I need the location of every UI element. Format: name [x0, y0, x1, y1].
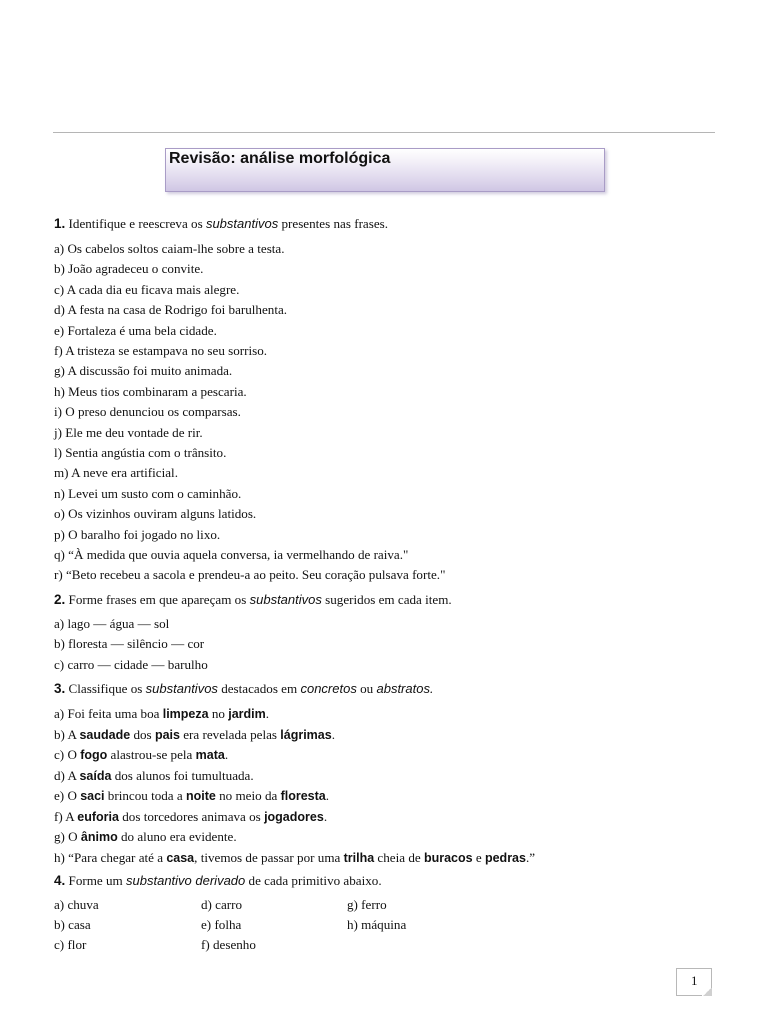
highlighted-noun: jardim — [228, 707, 266, 721]
list-item: l) Sentia angústia com o trânsito. — [54, 445, 227, 460]
list-item: m) A neve era artificial. — [54, 465, 178, 481]
word-cell: f) desenho — [201, 937, 256, 952]
list-item: r) “Beto recebeu a sacola e prendeu-a ao peito. Seu coração pulsava forte." — [54, 567, 446, 583]
list-item: a) lago — água — sol — [54, 616, 170, 631]
highlighted-noun: limpeza — [162, 707, 209, 721]
list-item: n) Levei um susto com o caminhão. — [54, 485, 242, 501]
highlighted-noun: fogo — [80, 748, 108, 762]
question-number: 4. — [54, 873, 66, 888]
list-item: q) “À medida que ouvia aquela conversa, ia vermelhando de raiva." — [54, 547, 409, 562]
list-item: b) floresta — silêncio — cor — [54, 636, 205, 652]
list-item: i) O preso denunciou os comparsas. — [54, 404, 241, 420]
highlighted-noun: saudade — [79, 727, 131, 742]
list-item: f) A tristeza se estampava no seu sorriso. — [54, 343, 268, 358]
highlighted-noun: saída — [79, 768, 112, 783]
list-item: c) A cada dia eu ficava mais alegre. — [54, 281, 240, 297]
highlighted-noun: ânimo — [80, 830, 118, 844]
title-box — [165, 148, 605, 192]
list-item: e) Fortaleza é uma bela cidade. — [54, 322, 217, 338]
list-item: c) O fogo alastrou-se pela mata. — [54, 747, 229, 762]
highlighted-noun: casa — [166, 850, 195, 865]
highlighted-noun: mata — [195, 748, 225, 762]
question-number: 1. — [54, 216, 66, 231]
word-cell: g) ferro — [347, 897, 387, 912]
word-cell: c) flor — [54, 937, 87, 952]
highlighted-noun: saci — [80, 789, 105, 803]
highlighted-noun: noite — [185, 789, 216, 803]
list-item: b) A saudade dos pais era revelada pelas lágrimas. — [54, 726, 335, 742]
question-number: 2. — [54, 592, 66, 607]
highlighted-noun: floresta — [280, 789, 326, 803]
word-cell: b) casa — [54, 917, 91, 932]
question-4-heading: 4. Forme um substantivo derivado de cada primitivo abaixo. — [54, 873, 382, 888]
list-item: p) O baralho foi jogado no lixo. — [54, 526, 221, 542]
highlighted-noun: buracos — [423, 850, 473, 865]
word-cell: e) folha — [201, 917, 242, 932]
question-1-heading: 1. Identifique e reescreva os substantivos presentes nas frases. — [54, 216, 389, 231]
highlighted-noun: pedras — [484, 850, 526, 865]
page-number-box — [676, 968, 712, 996]
list-item: a) Foi feita uma boa limpeza no jardim. — [54, 706, 270, 721]
top-rule — [53, 132, 715, 133]
highlighted-noun: euforia — [77, 809, 119, 824]
list-item: c) carro — cidade — barulho — [54, 656, 208, 672]
list-item: g) O ânimo do aluno era evidente. — [54, 829, 237, 844]
page-title: Revisão: análise morfológica — [169, 150, 391, 167]
highlighted-noun: jogadores — [264, 809, 324, 824]
list-item: e) O saci brincou toda a noite no meio da floresta. — [54, 788, 330, 803]
list-item: h) “Para chegar até a casa, tivemos de passar por uma trilha cheia de buracos e pedras.” — [54, 849, 536, 865]
question-3-heading: 3. Classifique os substantivos destacados em concretos ou abstratos. — [54, 681, 434, 696]
list-item: g) A discussão foi muito animada. — [54, 363, 233, 379]
list-item: j) Ele me deu vontade de rir. — [54, 424, 203, 440]
list-item: h) Meus tios combinaram a pescaria. — [54, 383, 247, 399]
list-item: f) A euforia dos torcedores animava os jogadores. — [54, 808, 328, 824]
question-number: 3. — [54, 681, 66, 696]
highlighted-noun: pais — [154, 727, 180, 742]
word-cell: a) chuva — [54, 897, 99, 912]
highlighted-noun: lágrimas — [280, 727, 332, 742]
word-cell: h) máquina — [347, 917, 407, 932]
highlighted-noun: trilha — [343, 850, 375, 865]
list-item: b) João agradeceu o convite. — [54, 261, 204, 277]
page-number: 1 — [691, 973, 698, 988]
page-curl-icon — [702, 988, 712, 996]
list-item: a) Os cabelos soltos caiam-lhe sobre a testa. — [54, 241, 285, 256]
question-2-heading: 2. Forme frases em que apareçam os substantivos sugeridos em cada item. — [54, 592, 452, 607]
word-cell: d) carro — [201, 897, 243, 912]
list-item: d) A festa na casa de Rodrigo foi barulhenta. — [54, 302, 288, 318]
list-item: d) A saída dos alunos foi tumultuada. — [54, 767, 254, 783]
list-item: o) Os vizinhos ouviram alguns latidos. — [54, 506, 257, 522]
